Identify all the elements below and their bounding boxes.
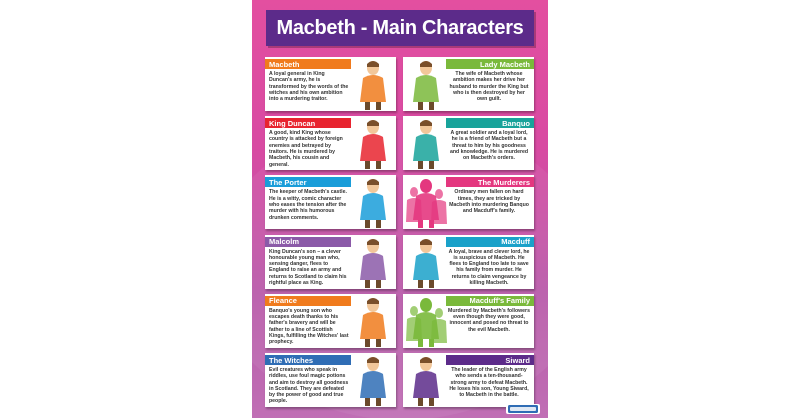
- character-name: Malcolm: [265, 237, 351, 247]
- character-name: The Porter: [265, 177, 351, 187]
- character-illustration-icon: [351, 236, 395, 288]
- character-card-fleance: [265, 294, 396, 348]
- character-description: Evil creatures who speak in riddles, use foul magic potions and aim to destroy all goodness in Scotland. They are defeated by the power of good and true people.: [269, 367, 349, 405]
- character-description: A loyal, brave and clever lord, he is suspicious of Macbeth. He flees to England too late to save his family from murder. He returns to claim vengeance by killing Macbeth.: [448, 248, 530, 287]
- character-card-the-murderers: [403, 175, 534, 229]
- page-title: Macbeth - Main Characters: [276, 16, 524, 39]
- character-illustration-icon: [351, 117, 395, 169]
- character-name: Lady Macbeth: [446, 59, 534, 69]
- title-banner: [266, 10, 534, 46]
- character-card-the-witches: [265, 353, 396, 407]
- character-description: The leader of the English army who sends a ten-thousand-strong army to defeat Macbeth. He loses his son, Young Siward, to Macbeth in the battle.: [449, 367, 529, 399]
- character-name: Fleance: [265, 296, 351, 306]
- character-name: The Witches: [265, 355, 351, 365]
- character-name: Macbeth: [265, 59, 351, 69]
- character-name: Siward: [446, 355, 534, 365]
- publisher-logo: [506, 404, 540, 414]
- character-illustration-icon: [404, 236, 448, 288]
- character-illustration-icon: [404, 58, 448, 110]
- character-illustration-icon: [351, 354, 395, 406]
- poster: [252, 0, 548, 418]
- character-illustration-icon: [404, 176, 448, 228]
- character-name: Macduff: [446, 237, 534, 247]
- character-description: A loyal general in King Duncan's army, he is transformed by the words of the witches and his own ambition into a murdering traitor.: [269, 71, 349, 103]
- character-description: Banquo's young son who escapes death thanks to his father's bravery and will be father to a line of Scottish Kings, fulfilling the Witches' last prophecy.: [269, 307, 349, 346]
- character-card-siward: [403, 353, 534, 407]
- character-illustration-icon: [404, 354, 448, 406]
- character-description: Murdered by Macbeth's followers even though they were good, innocent and posed no threat to the evil Macbeth.: [448, 307, 530, 333]
- character-name: Banquo: [446, 118, 534, 128]
- character-name: King Duncan: [265, 118, 351, 128]
- character-illustration-icon: [404, 117, 448, 169]
- character-illustration-icon: [351, 176, 395, 228]
- character-description: King Duncan's son – a clever honourable young man who, sensing danger, flees to England to raise an army and returns to Scotland to claim his rightful place as King.: [269, 248, 347, 287]
- character-description: The keeper of Macbeth's castle. He is a witty, comic character who eases the tension after the murder with his humorous drunken comments.: [269, 189, 347, 221]
- character-card-macduff: [403, 235, 534, 289]
- character-description: A great soldier and a loyal lord, he is a friend of Macbeth but a threat to him by his goodness and knowledge. He is murdered on Macbeth's orders.: [449, 130, 529, 162]
- character-card-banquo: [403, 116, 534, 170]
- character-card-lady-macbeth: [403, 57, 534, 111]
- character-card-the-porter: [265, 175, 396, 229]
- character-description: A good, kind King whose country is attacked by foreign enemies and betrayed by traitors. He is murdered by Macbeth, his cousin and general.: [269, 130, 343, 168]
- character-illustration-icon: [351, 295, 395, 347]
- character-description: The wife of Macbeth whose ambition makes her drive her husband to murder the King but who is then destroyed by her own guilt.: [449, 71, 529, 103]
- character-card-king-duncan: [265, 116, 396, 170]
- character-description: Ordinary men fallen on hard times, they are tricked by Macbeth into murdering Banquo and Macduff's family.: [449, 189, 529, 215]
- publisher-logo-icon: [508, 405, 538, 413]
- character-illustration-icon: [404, 295, 448, 347]
- character-name: The Murderers: [446, 177, 534, 187]
- character-card-macbeth: [265, 57, 396, 111]
- character-card-malcolm: [265, 235, 396, 289]
- character-illustration-icon: [351, 58, 395, 110]
- character-card-macduff-s-family: [403, 294, 534, 348]
- character-name: Macduff's Family: [446, 296, 534, 306]
